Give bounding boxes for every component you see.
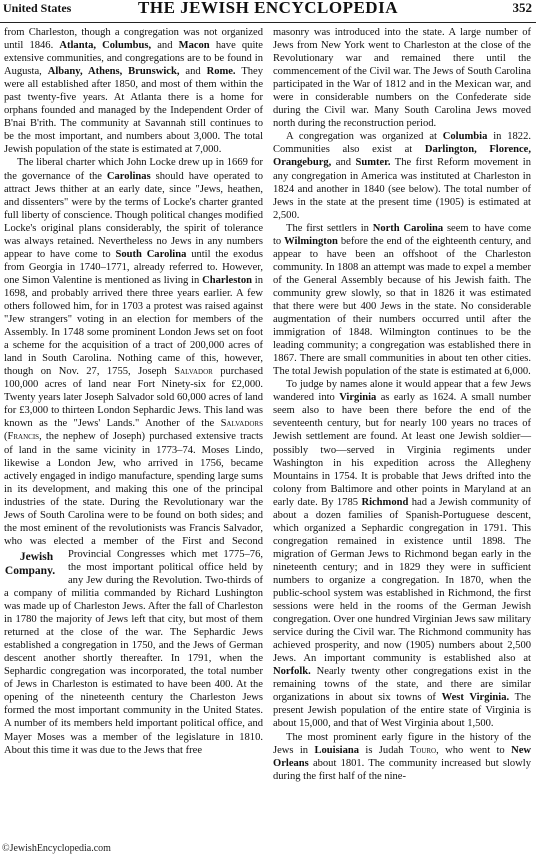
paragraph-carolinas: The liberal charter which John Locke drew up in 1669 for the governance of the Carolinas should have operated to attract Jews thither at an early date, since "Jews, heathen, and dissenters" were by the terms of Locke's charter granted full liberty of conscience. Though political changes modified Locke's original plans considerably, the spirit of tolerance was always retained. Nevertheless no Jews in any numbers appear to have come to South Carolina until the exodus from Georgia in 1740–1771, already referred to. However, one Simon Valentine is mentioned as living in Charleston in 1698, and probably arrived there three years earlier. A few others followed him, for in 1703 a protest was raised against "Jew strangers" voting in an election for members of the Assembly. In 1748 some prominent London Jews set on foot a scheme for the acquisition of a tract of 200,000 acres of land in South Carolina. Nothing came of this, however, though on Nov. 27, 1755, Joseph Salvador purchased 100,000 acres of land near Fort Ninety-six for £2,000. Twenty years later Joseph Salvador sold 60,000 acres of land for £3,000 to thirteen London Sephardic Jews. This land was known as the "Jews' Lands." Another of the Salvadors (Francis, the nephew of Joseph) purchased extensive tracts of land in the same vicinity in 1773–74. Moses Lindo, likewise a London Jew, who arrived in 1756, became actively engaged in indigo manufacture, spending large sums in its development, and making this one of the principal industries of the state. During the Revolutionary war the Jews of South Carolina were to be found on both sides; and the most eminent of the revolutionists was Francis Salvador, who was elected a member of the First and Second Provin Jewish Company. cial Congresses which met 1775–76, the most important political office held by any Jew during the Revolution. Two-thirds of a company of militia commanded by Richard Lushington was made up of Charleston Jews. After the fall of Charleston in 1780 the majority of Jews left that city, but most of them returned at the close of the war. The Sephardic Jews established a congregation in 1750, and the Jews of German descent another shortly thereafter. In 1791, when the Sephardic congregation was incorporated, the total number of Jews in Charleston is estimated to have been 400. At the opening of the nineteenth century the Charleston Jews formed the most important community in the United States. A number of its members held important political office, and Mayer Moses was a member of the legislature in 1810. About this time it was due to the Jews that free [4,156,263,756]
encyclopedia-title: THE JEWISH ENCYCLOPEDIA [138,0,398,17]
section-title: United States [3,1,72,15]
right-column [273,26,531,783]
side-heading-jewish-company: Jewish Company. [4,550,56,577]
page-number: 352 [512,0,532,15]
left-column [4,26,263,757]
page-header [0,0,536,23]
paragraph-louisiana: The most prominent early figure in the history of the Jews in Louisiana is Judah Touro, who went to New Orleans about 1801. The community increased but slowly during the first half of the nine- [273,731,531,782]
paragraph-masonry: masonry was introduced into the state. A large number of Jews from New York went to Charleston at the close of the Revolutionary war and remained there until the commencement of the Civil war. The Jews of South Carolina participated in the War of 1812 and in the Mexican war, and were in considerable numbers on the Confederate side during the Civil war. Many South Carolina Jews moved north during the reconstruction period. [273,27,531,130]
paragraph-north-carolina: The first settlers in North Carolina seem to have come to Wilmington before the end of the eighteenth century, and appear to have been an offshoot of the Charleston community. In 1808 an attempt was made to expel a member of the General Assembly because of his Jewish faith. The community grew slowly, so that in 1826 it was estimated that there were but 400 Jews in the state. No considerable augmentation of their numbers occurred until after the immigration of 1848. Wilmington continues to be the leading community; a congregation was established there in 1867. There are small communities in about ten other cities. The total Jewish population of the state is estimated at 6,000. [273,222,532,378]
paragraph-georgia-communities: from Charleston, though a congregation was not organized until 1846. Atlanta, Columbus, and Macon have quite extensive communities, and congregations are to be found in Augusta, Albany, Athens, Brunswick, and Rome. They were all established after 1850, and most of them within the past twenty-five years. At Atlanta there is a home for orphans founded and managed by the Independent Order of B'nai B'rith. The community at Savannah still continues to be the most important, and numbers about 3,000. The total Jewish population of the state is estimated at 7,000. [4,27,263,156]
paragraph-columbia: A congregation was organized at Columbia in 1822. Communities also exist at Darlington, Florence, Orangeburg, and Sumter. The first Reform movement in any congregation in America was instituted at Charleston in 1824 and another in 1840 (see below). The total number of Jews in the state at the present time (1905) is estimated at 2,500. [273,131,532,221]
copyright-footer: ©JewishEncyclopedia.com [2,843,111,854]
paragraph-virginia: To judge by names alone it would appear that a few Jews wandered into Virginia as early as 1624. A small number seem also to have been there before the end of the seventeenth century, but for nearly 100 years no traces of Jewish settlement are found. At least one Jewish soldier—possibly two—served in Virginia regiments under Washington in his expedition across the Allegheny Mountains in 1754. It is probable that Jews drifted into the colony from Baltimore and other points in Maryland at an early date. By 1785 Richmond had a Jewish community of about a dozen families of Spanish-Portuguese descent, which organized a Sephardic congregation in 1791. This congregation remained in existence until 1898. The migration of German Jews to Richmond began early in the nineteenth century; and in 1829 they were in sufficient numbers to organize a congregation. In 1870, when the public-school system was established in Richmond, the first sessions were held in the rooms of the German Jewish congregation. Over one hundred Virginian Jews saw military service during the Civil war. The Richmond community has achieved prosperity, and now (1905) numbers about 2,500 Jews. An important community is established also at Norfolk. Nearly twenty other congregations exist in the remaining towns of the state, and there are similar organizations in about six towns of West Virginia. The present Jewish population of the entire state of Virginia is about 15,000, and that of West Virginia about 1,500. [273,379,531,730]
